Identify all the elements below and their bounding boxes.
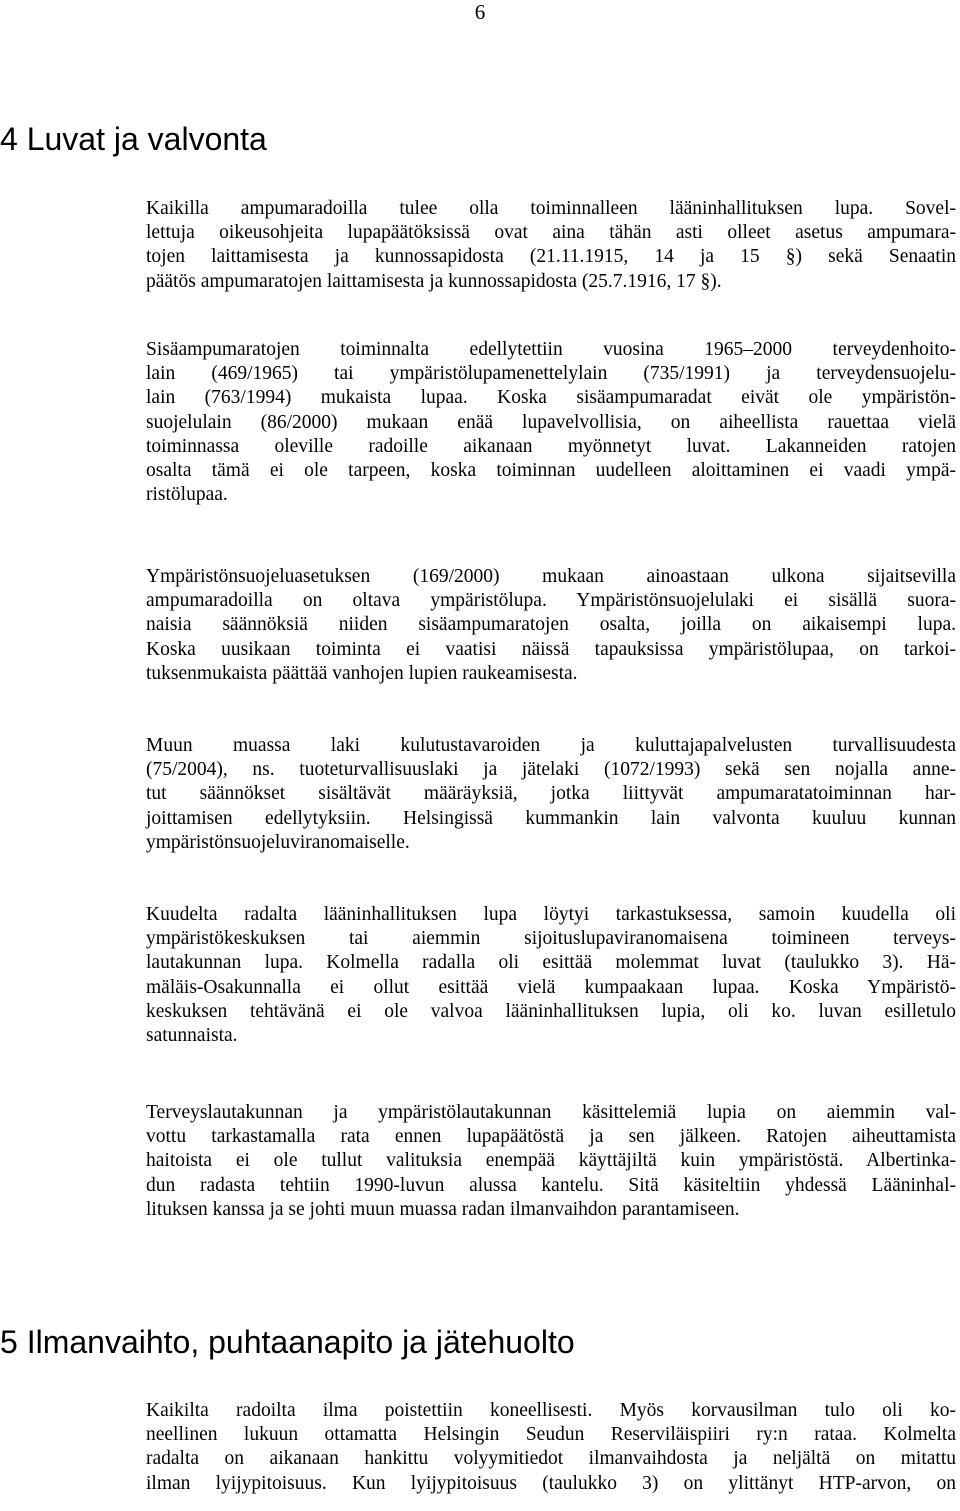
text-line: tut säännökset sisältävät määräyksiä, jotka liittyvät ampumaratatoiminnan har- xyxy=(146,783,956,805)
text-line: toiminnassa oleville radoille aikanaan myönnetyt luvat. Lakanneiden ratojen xyxy=(146,435,956,457)
text-line: Kuudelta radalta lääninhallituksen lupa löytyi tarkastuksessa, samoin kuudella oli xyxy=(146,904,956,925)
text-line: (75/2004), ns. tuoteturvallisuuslaki ja jätelaki (1072/1993) sekä sen nojalla anne- xyxy=(146,759,956,781)
text-line: naisia säännöksiä niiden sisäampumaratojen osalta, joilla on aikaisempi lupa. xyxy=(146,614,956,636)
text-line: Terveyslautakunnan ja ympäristölautakunnan käsittelemiä lupia on aiemmin val- xyxy=(146,1102,956,1123)
text-line: keskuksen tehtävänä ei ole valvoa lääninhallituksen lupia, oli ko. luvan esilletulo xyxy=(146,1000,956,1022)
text-line: ympäristökeskuksen tai aiemmin sijoituslupaviranomaisena toimineen terveys- xyxy=(146,928,956,950)
text-line: ristölupaa. xyxy=(146,484,228,506)
text-line: joittamisen edellytyksiin. Helsingissä kummankin lain valvonta kuuluu kunnan xyxy=(146,807,956,829)
paragraph-luvat-4 xyxy=(146,734,956,855)
paragraph-luvat-1 xyxy=(146,197,956,294)
text-line: Kaikilla ampumaradoilla tulee olla toiminnalleen lääninhallituksen lupa. Sovel- xyxy=(146,198,956,219)
text-line: ilman lyijypitoisuus. Kun lyijypitoisuus (taulukko 3) on ylittänyt HTP-arvon, on xyxy=(146,1472,956,1494)
paragraph-luvat-5 xyxy=(146,903,956,1048)
text-line: mäläis-Osakunnalla ei ollut esittää vielä kumpaakaan lupaa. Koska Ympäristö- xyxy=(146,976,956,998)
text-line: lain (469/1965) tai ympäristölupamenettelylain (735/1991) ja terveydensuojelu- xyxy=(146,363,956,385)
text-line: osalta tämä ei ole tarpeen, koska toiminnan uudelleen aloittaminen ei vaadi ympä- xyxy=(146,459,956,481)
text-line: ampumaradoilla on oltava ympäristölupa. Ympäristönsuojelulaki ei sisällä suora- xyxy=(146,590,956,612)
page-number: 6 xyxy=(474,0,486,24)
text-line: lettuja oikeusohjeita lupapäätöksissä ovat aina tähän asti olleet asetus ampumara- xyxy=(146,222,956,244)
text-line: Ympäristönsuojeluasetuksen (169/2000) mukaan ainoastaan ulkona sijaitsevilla xyxy=(146,566,956,587)
text-line: lautakunnan lupa. Kolmella radalla oli esittää molemmat luvat (taulukko 3). Hä- xyxy=(146,952,956,974)
text-line: Kaikilta radoilta ilma poistettiin koneellisesti. Myös korvausilman tulo oli ko- xyxy=(146,1400,956,1421)
text-line: dun radasta tehtiin 1990-luvun alussa kantelu. Sitä käsiteltiin yhdessä Lääninhal- xyxy=(146,1174,956,1196)
text-line: päätös ampumaratojen laittamisesta ja kunnossapidosta (25.7.1916, 17 §). xyxy=(146,270,722,292)
text-line: ympäristönsuojeluviranomaiselle. xyxy=(146,831,410,853)
paragraph-luvat-2 xyxy=(146,338,956,507)
text-line: Sisäampumaratojen toiminnalta edellytettiin vuosina 1965–2000 terveydenhoito- xyxy=(146,339,956,360)
text-line: lain (763/1994) mukaista lupaa. Koska sisäampumaradat eivät ole ympäristön- xyxy=(146,387,956,409)
section-heading-luvat-ja-valvonta: 4 Luvat ja valvonta xyxy=(0,121,267,157)
text-line: suojelulain (86/2000) mukaan enää lupavelvollisia, on aiheellista rauettaa vielä xyxy=(146,411,956,433)
section-heading-ilmanvaihto: 5 Ilmanvaihto, puhtaanapito ja jätehuolto xyxy=(0,1324,575,1360)
paragraph-luvat-6 xyxy=(146,1101,956,1222)
paragraph-ilmanvaihto-1 xyxy=(146,1399,956,1496)
text-line: tojen laittamisesta ja kunnossapidosta (21.11.1915, 14 ja 15 §) sekä Senaatin xyxy=(146,246,956,268)
text-line: Muun muassa laki kulutustavaroiden ja kuluttajapalvelusten turvallisuudesta xyxy=(146,735,956,756)
paragraph-luvat-3 xyxy=(146,565,956,686)
text-line: neellinen lukuun ottamatta Helsingin Seudun Reserviläispiiri ry:n rataa. Kolmelta xyxy=(146,1424,956,1446)
text-line: radalta on aikanaan hankittu volyymitiedot ilmanvaihdosta ja neljältä on mitattu xyxy=(146,1448,956,1470)
text-line: haitoista ei ole tullut valituksia enempää käyttäjiltä kuin ympäristöstä. Albertinka- xyxy=(146,1150,956,1172)
text-line: tuksenmukaista päättää vanhojen lupien raukeamisesta. xyxy=(146,662,578,684)
text-line: lituksen kanssa ja se johti muun muassa radan ilmanvaihdon parantamiseen. xyxy=(146,1198,740,1220)
text-line: satunnaista. xyxy=(146,1024,238,1046)
text-line: vottu tarkastamalla rata ennen lupapäätöstä ja sen jälkeen. Ratojen aiheuttamista xyxy=(146,1126,956,1148)
text-line: Koska uusikaan toiminta ei vaatisi näissä tapauksissa ympäristölupaa, on tarkoi- xyxy=(146,638,956,660)
